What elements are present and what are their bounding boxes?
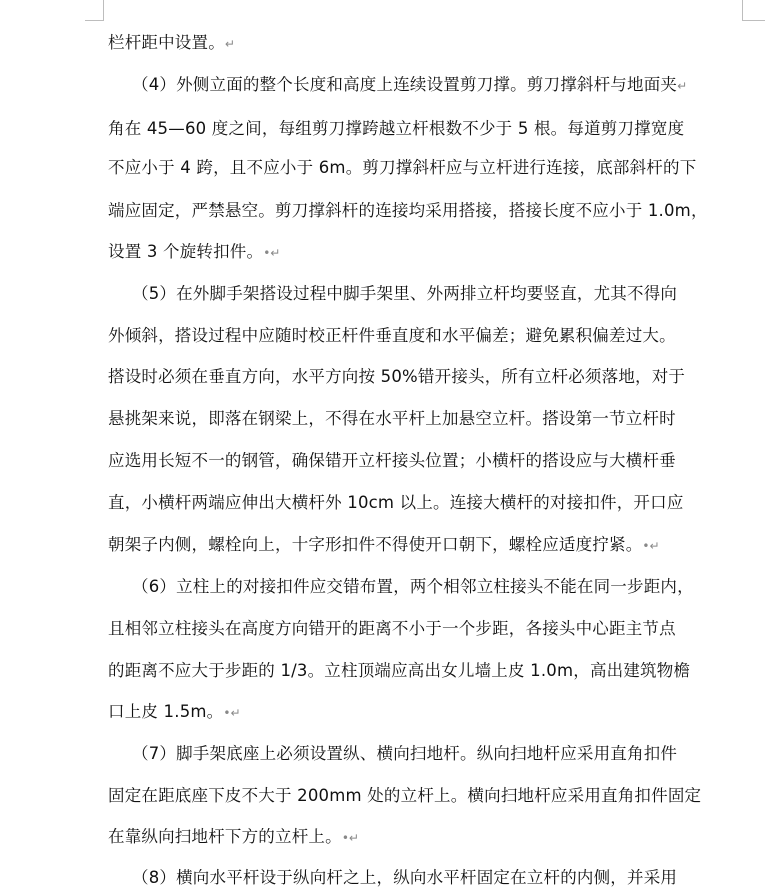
space-mark-icon: • (642, 539, 650, 553)
paragraph-mark-icon: ↵ (224, 37, 235, 51)
text-line: 悬挑架来说，即落在钢梁上，不得在水平杆上加悬空立杆。搭设第一节立杆时 (108, 409, 676, 428)
paragraph-mark-icon: ↵ (230, 706, 241, 720)
paragraph-mark-icon: ↵ (649, 539, 660, 553)
text-line: （7）脚手架底座上必须设置纵、横向扫地杆。纵向扫地杆应采用直角扣件 (132, 744, 678, 763)
text-line: 应选用长短不一的钢管，确保错开立杆接头位置；小横杆的搭设应与大横杆垂 (108, 451, 676, 470)
text-line: 直，小横杆两端应伸出大横杆外 10cm 以上。连接大横杆的对接扣件，开口应 (108, 493, 684, 512)
paragraph-mark-icon: ↵ (348, 831, 359, 845)
text-line: 栏杆距中设置。↵ (108, 33, 235, 52)
text-line: 在靠纵向扫地杆下方的立杆上。•↵ (108, 827, 359, 846)
text-line: 朝架子内侧，螺栓向上，十字形扣件不得使开口朝下，螺栓应适度拧紧。•↵ (108, 535, 660, 554)
text-line: 角在 45—60 度之间，每组剪刀撑跨越立杆根数不少于 5 根。每道剪刀撑宽度 (108, 119, 685, 138)
text-line: 搭设时必须在垂直方向，水平方向按 50%错开接头，所有立杆必须落地，对于 (108, 367, 686, 386)
space-mark-icon: • (223, 706, 231, 720)
text-line: （4）外侧立面的整个长度和高度上连续设置剪刀撑。剪刀撑斜杆与地面夹↵ (132, 75, 688, 94)
text-line: （8）横向水平杆设于纵向杆之上，纵向水平杆固定在立杆的内侧，并采用 (132, 868, 678, 887)
paragraph-mark-icon: ↵ (270, 246, 281, 260)
text-line: （6）立柱上的对接扣件应交错布置，两个相邻立柱接头不能在同一步距内， (132, 577, 694, 596)
text-line: 外倾斜，搭设过程中应随时校正杆件垂直度和水平偏差；避免累积偏差过大。 (108, 326, 676, 345)
text-line: 且相邻立柱接头在高度方向错开的距离不小于一个步距，各接头中心距主节点 (108, 619, 676, 638)
space-mark-icon: • (263, 246, 271, 260)
text-line: 口上皮 1.5m。•↵ (108, 702, 241, 721)
text-line: 固定在距底座下皮不大于 200mm 处的立杆上。横向扫地杆应采用直角扣件固定 (108, 786, 702, 805)
text-line: 端应固定，严禁悬空。剪刀撑斜杆的连接均采用搭接，搭接长度不应小于 1.0m， (108, 201, 708, 220)
paragraph-mark-icon: ↵ (677, 79, 688, 93)
page-corner-mark-left (85, 0, 104, 21)
text-line: 不应小于 4 跨，且不应小于 6m。剪刀撑斜杆应与立杆进行连接，底部斜杆的下 (108, 158, 697, 177)
page-corner-mark-right (742, 0, 765, 21)
text-line: 的距离不应大于步距的 1/3。立柱顶端应高出女儿墙上皮 1.0m，高出建筑物檐 (108, 661, 691, 680)
text-line: （5）在外脚手架搭设过程中脚手架里、外两排立杆均要竖直，尤其不得向 (132, 284, 678, 303)
text-line: 设置 3 个旋转扣件。•↵ (108, 242, 281, 261)
space-mark-icon: • (341, 831, 349, 845)
